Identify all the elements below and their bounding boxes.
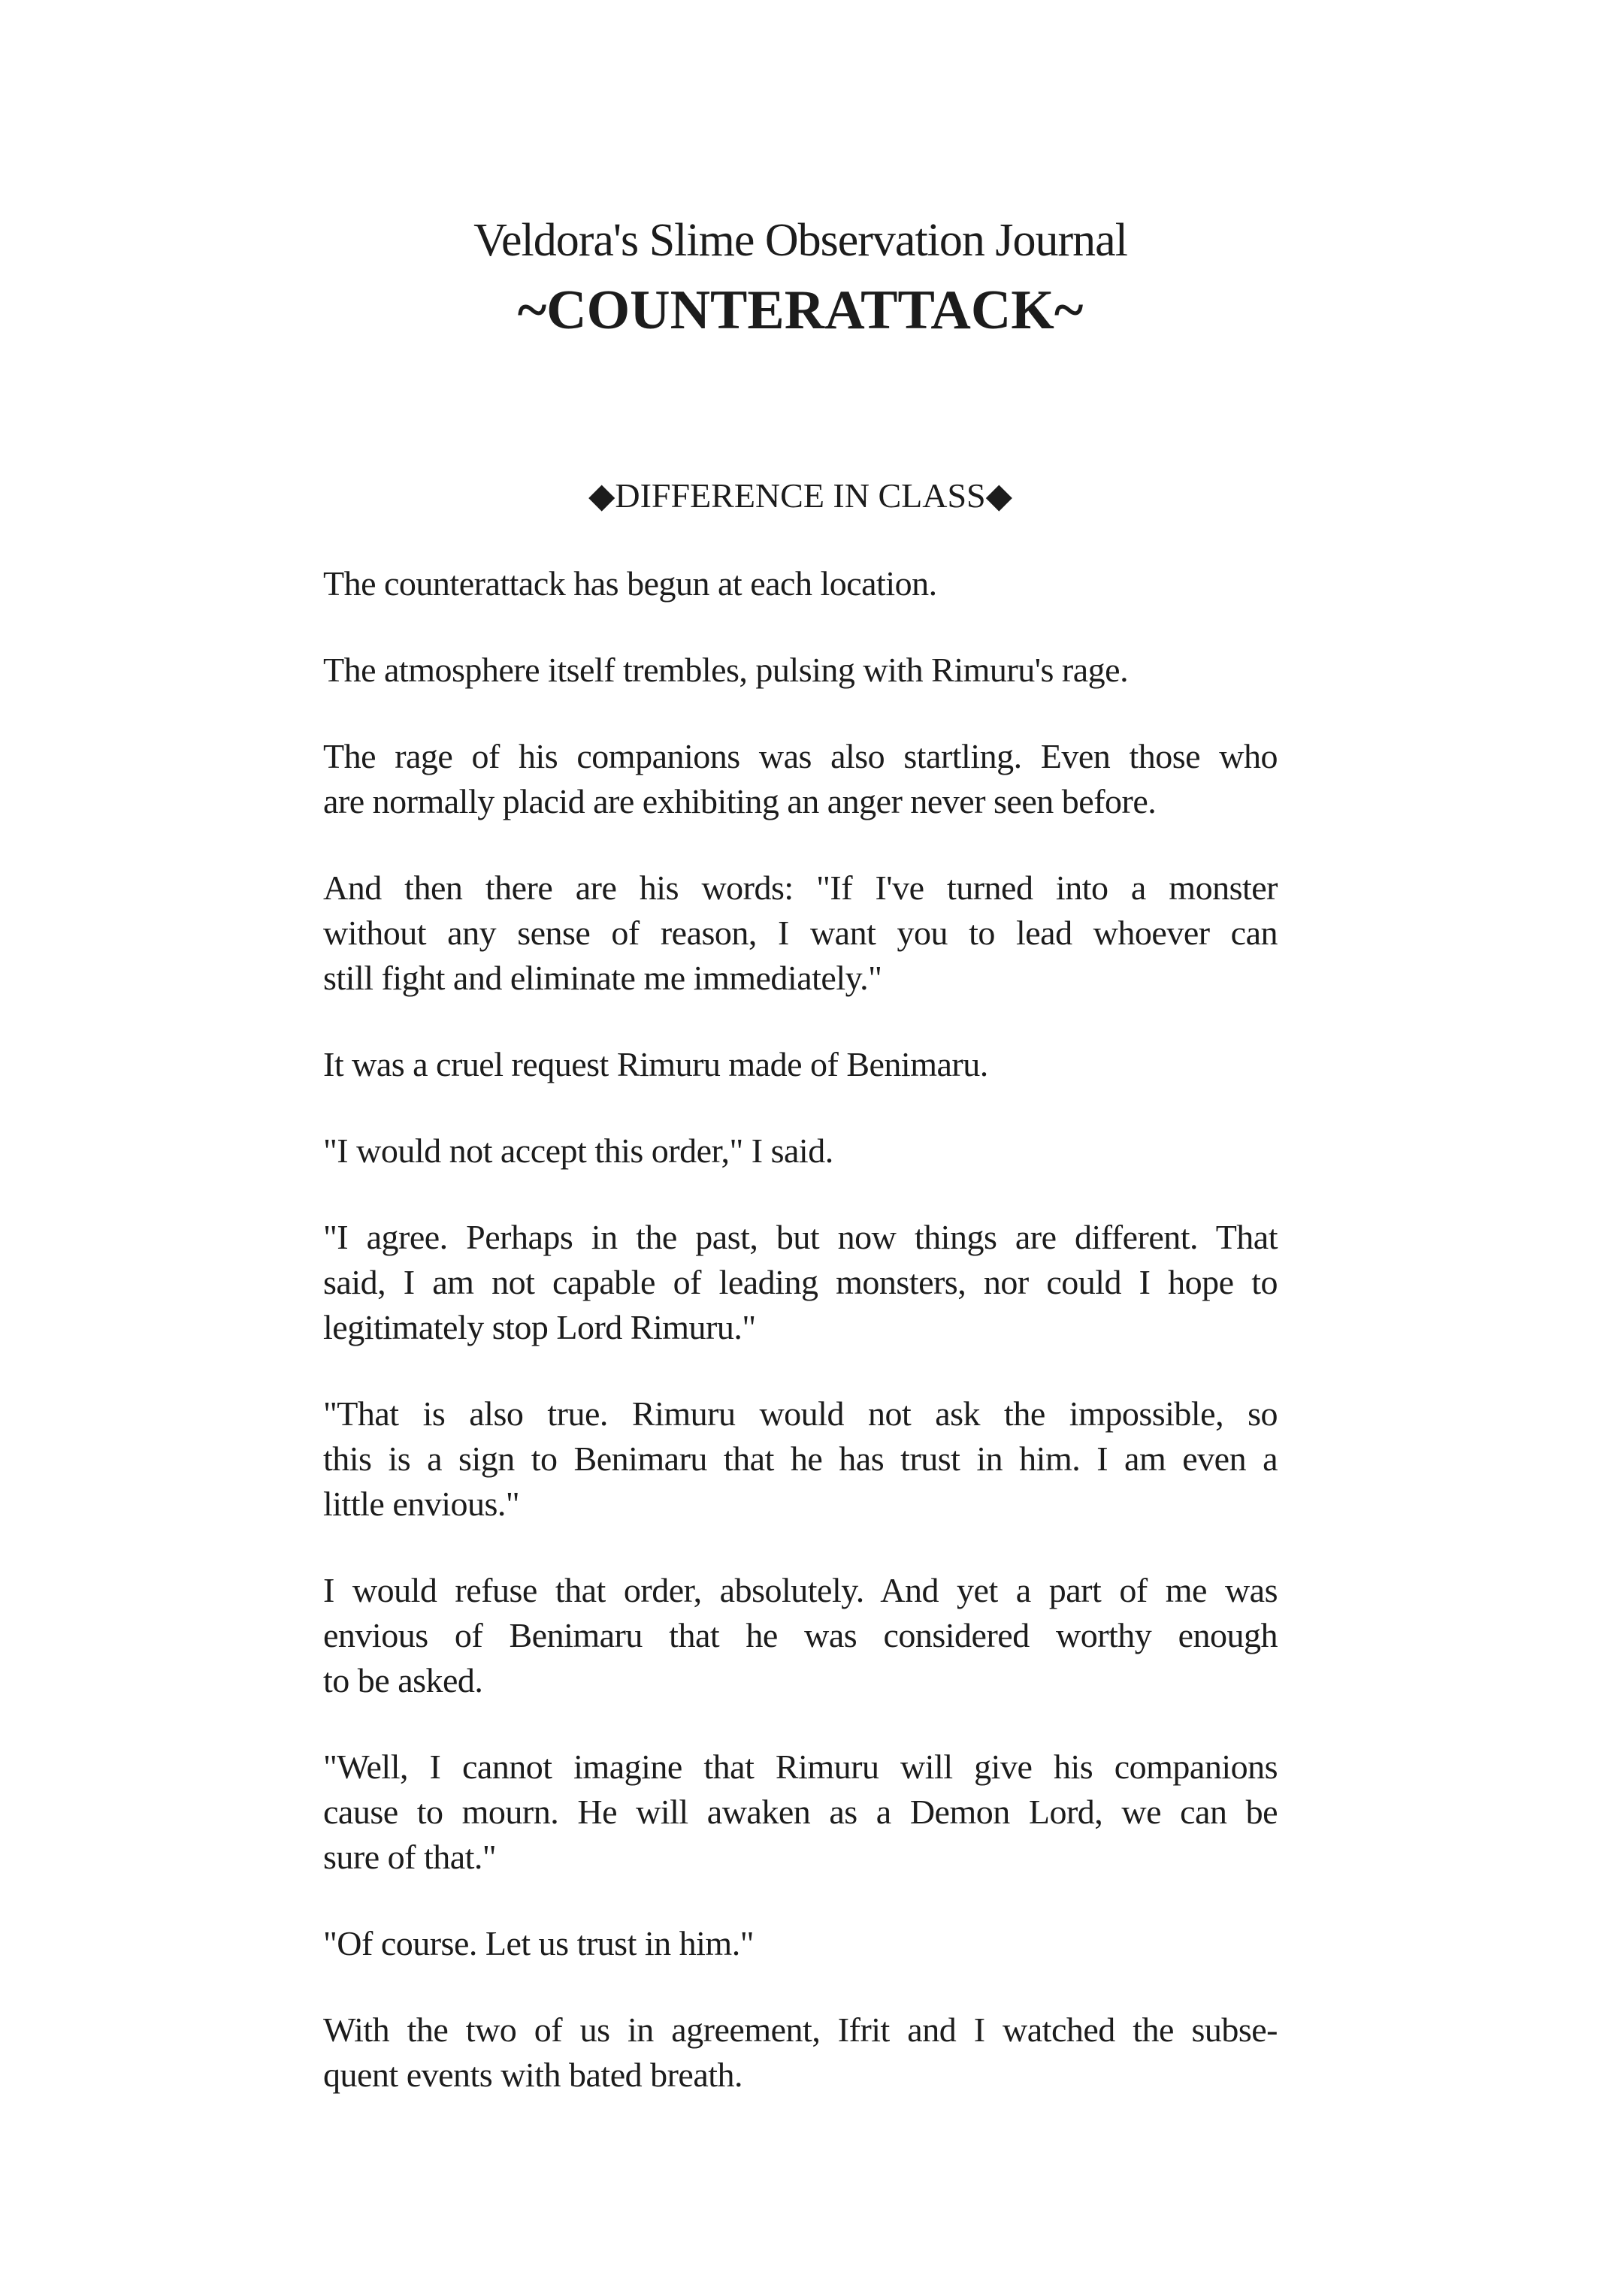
paragraph-line: "I would not accept this order," I said.: [323, 1131, 833, 1170]
chapter-title: ~COUNTERATTACK~: [517, 279, 1084, 341]
section-heading: ◆DIFFERENCE IN CLASS◆: [588, 476, 1013, 515]
paragraph: [323, 2007, 1278, 2098]
paragraph: [323, 1568, 1278, 1703]
paragraph-line: said, I am not capable of leading monsters, nor could I hope to: [323, 1263, 1278, 1301]
page-content: [323, 0, 1278, 2098]
paragraph: [323, 1042, 1278, 1087]
paragraph-line: this is a sign to Benimaru that he has trust in him. I am even a: [323, 1440, 1278, 1478]
paragraph-line: "Well, I cannot imagine that Rimuru will give his companions: [323, 1748, 1278, 1786]
paragraph-line: to be asked.: [323, 1661, 483, 1699]
paragraph-line: envious of Benimaru that he was considered worthy enough: [323, 1616, 1278, 1654]
paragraph: [323, 648, 1278, 693]
paragraph-line: With the two of us in agreement, Ifrit and I watched the subse-: [323, 2011, 1278, 2049]
body-paragraphs: [323, 561, 1278, 2098]
paragraph-line: little envious.": [323, 1485, 520, 1523]
paragraph-line: "That is also true. Rimuru would not ask the impossible, so: [323, 1394, 1278, 1433]
paragraph-line: And then there are his words: "If I've turned into a monster: [323, 869, 1278, 907]
paragraph-line: The atmosphere itself trembles, pulsing with Rimuru's rage.: [323, 651, 1129, 689]
paragraph-line: without any sense of reason, I want you to lead whoever can: [323, 914, 1278, 952]
paragraph: [323, 561, 1278, 606]
paragraph-line: "I agree. Perhaps in the past, but now things are different. That: [323, 1218, 1278, 1256]
paragraph-line: sure of that.": [323, 1838, 497, 1876]
paragraph: [323, 866, 1278, 1001]
paragraph: [323, 1921, 1278, 1966]
page-title: Veldora's Slime Observation Journal: [473, 215, 1127, 266]
paragraph-line: I would refuse that order, absolutely. And yet a part of me was: [323, 1571, 1278, 1609]
paragraph-line: legitimately stop Lord Rimuru.": [323, 1308, 756, 1346]
paragraph-line: quent events with bated breath.: [323, 2056, 743, 2094]
paragraph: [323, 734, 1278, 824]
paragraph-line: The rage of his companions was also startling. Even those who: [323, 737, 1278, 775]
paragraph: [323, 1128, 1278, 1174]
paragraph: [323, 1745, 1278, 1880]
paragraph-line: cause to mourn. He will awaken as a Demon Lord, we can be: [323, 1793, 1278, 1831]
paragraph-line: The counterattack has begun at each location.: [323, 564, 937, 603]
paragraph-line: It was a cruel request Rimuru made of Benimaru.: [323, 1045, 988, 1083]
paragraph: [323, 1391, 1278, 1527]
paragraph-line: "Of course. Let us trust in him.": [323, 1924, 754, 1962]
paragraph-line: are normally placid are exhibiting an anger never seen before.: [323, 782, 1157, 820]
paragraph-line: still fight and eliminate me immediately.": [323, 959, 882, 997]
paragraph: [323, 1215, 1278, 1350]
